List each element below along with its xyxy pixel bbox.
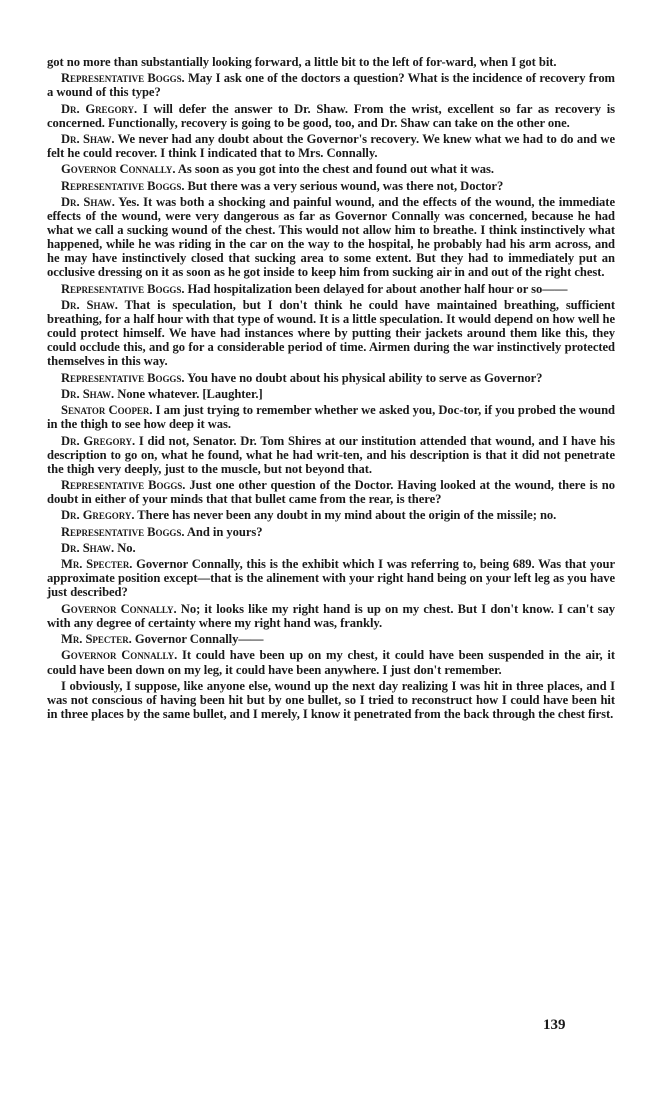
speaker-name: Representative Boggs. [61,370,185,385]
paragraph [47,71,615,99]
speaker-name: Dr. Shaw. [61,132,115,147]
speaker-name: Dr. Gregory. [61,433,136,448]
paragraph-text: May I ask one of the doctors a question? What is the incidence of recovery from a wound of this type? [47,71,616,100]
speaker-name: Representative Boggs. [61,281,185,296]
paragraph-text: It could have been up on my chest, it could have been suspended in the air, it could have been down on my leg, it could have been anywhere. I just don't remember. [47,648,615,677]
paragraph-text: You have no doubt about his physical ability to serve as Governor? [184,370,543,385]
paragraph-text: Governor Connally—— [131,632,264,647]
speaker-name: Representative Boggs. [61,524,185,539]
paragraph-text: That is speculation, but I don't think he could have maintained breathing, sufficient breathing, for a half hour with that type of wound. It is a little speculation. It would depend on how well he could protect himself. We have had instances where by putting their jackets around them like this, they could occlude this, and go for a considerable period of time. Airmen during the war instinctively protected themselves in this way. [47,298,615,369]
paragraph [47,403,615,431]
speaker-name: Dr. Shaw. [61,298,118,312]
paragraph-text: We never had any doubt about the Governor's recovery. We knew what we had to do and we felt he could recover. I think I indicated that to Mrs. Connally. [47,132,615,161]
paragraph-text: No. [114,541,136,555]
paragraph-text: No; it looks like my right hand is up on my chest. But I don't know. I can't say with any degree of certainty where my right hand was, frankly. [47,601,616,630]
speaker-name: Representative Boggs. [61,71,185,86]
paragraph [47,179,615,193]
paragraph [47,478,615,506]
paragraph [47,162,615,176]
paragraph-text: Just one other question of the Doctor. Having looked at the wound, there is no doubt in either of your minds that that bullet came from the rear, is there? [47,478,615,507]
paragraph-text: None whatever. [Laughter.] [114,386,263,401]
paragraph-text: I obviously, I suppose, like anyone else, wound up the next day realizing I was hit in three places, and I was not conscious of having been hit but by one bullet, so I tried to reconstruct how I could have been hit in three places by the same bullet, and I merely, I know it penetrated from the back through the chest first. [47,678,615,721]
speaker-name: Dr. Shaw. [61,386,115,401]
transcript-page [47,55,615,723]
paragraph [47,282,615,296]
paragraph-text: Yes. It was both a shocking and painful wound, and the effects of the wound, the immediate effects of the wound, were very dangerous as far as Governor Connally was concerned, because he had what we call a sucking wound of the chest. This would not allow him to breathe. I think instinctively what happened, while he was riding in the car on the way to the hospital, he probably had his arm across, and he may have instinctively closed that sucking area to some extent. But they had to immediately put an occlusive dressing on it as soon as he got inside to keep him from sucking air in and out of the right chest. [47,194,615,280]
speaker-name: Dr. Gregory. [61,101,138,116]
page-number: 139 [543,1017,566,1033]
paragraph-text: Had hospitalization been delayed for about another half hour or so—— [184,281,568,296]
paragraph [47,602,615,630]
speaker-name: Dr. Shaw. [61,541,115,555]
paragraph-text: There has never been any doubt in my mind about the origin of the missile; no. [134,508,557,523]
paragraph-text: Governor Connally, this is the exhibit which I was referring to, being 689. Was that your approximate position except—that is the alinement with your right hand being on your left leg as you have just described? [47,557,615,600]
paragraph [47,648,615,676]
paragraph [47,679,615,721]
paragraph-text: And in yours? [184,524,263,539]
speaker-name: Dr. Shaw. [61,194,115,209]
paragraph [47,508,615,522]
speaker-name: Representative Boggs. [61,478,186,493]
paragraph [47,55,615,69]
speaker-name: Senator Cooper. [61,403,153,418]
paragraph-text: But there was a very serious wound, was there not, Doctor? [184,178,504,193]
paragraph-text: I did not, Senator. Dr. Tom Shires at our institution attended that wound, and I have his description to go on, what he found, what he had writ-ten, and his description is that it did not penetrate the thigh very deeply, just to the muscle, but not beyond that. [47,433,615,476]
paragraph [47,387,615,401]
paragraph-text: I am just trying to remember whether we asked you, Doc-tor, if you probed the wound in the thigh to see how deep it was. [47,403,615,432]
paragraph-text: As soon as you got into the chest and found out what it was. [175,162,494,177]
paragraph [47,132,615,160]
speaker-name: Dr. Gregory. [61,508,135,523]
speaker-name: Governor Connally. [61,648,178,663]
paragraph [47,434,615,476]
paragraph-text: got no more than substantially looking forward, a little bit to the left of for-ward, when I got bit. [47,55,557,69]
paragraph [47,102,615,130]
paragraph [47,541,615,555]
speaker-name: Governor Connally. [61,162,176,177]
paragraph [47,195,615,280]
speaker-name: Mr. Specter. [61,557,133,572]
speaker-name: Representative Boggs. [61,178,185,193]
paragraph [47,298,615,368]
paragraph-text: I will defer the answer to Dr. Shaw. From the wrist, excellent so far as recovery is concerned. Functionally, recovery is going to be good, too, and Dr. Shaw can take on the other one. [47,101,616,130]
paragraph [47,525,615,539]
paragraph [47,632,615,646]
speaker-name: Mr. Specter. [61,632,132,647]
paragraph [47,371,615,385]
speaker-name: Governor Connally. [61,601,177,616]
paragraph [47,557,615,599]
